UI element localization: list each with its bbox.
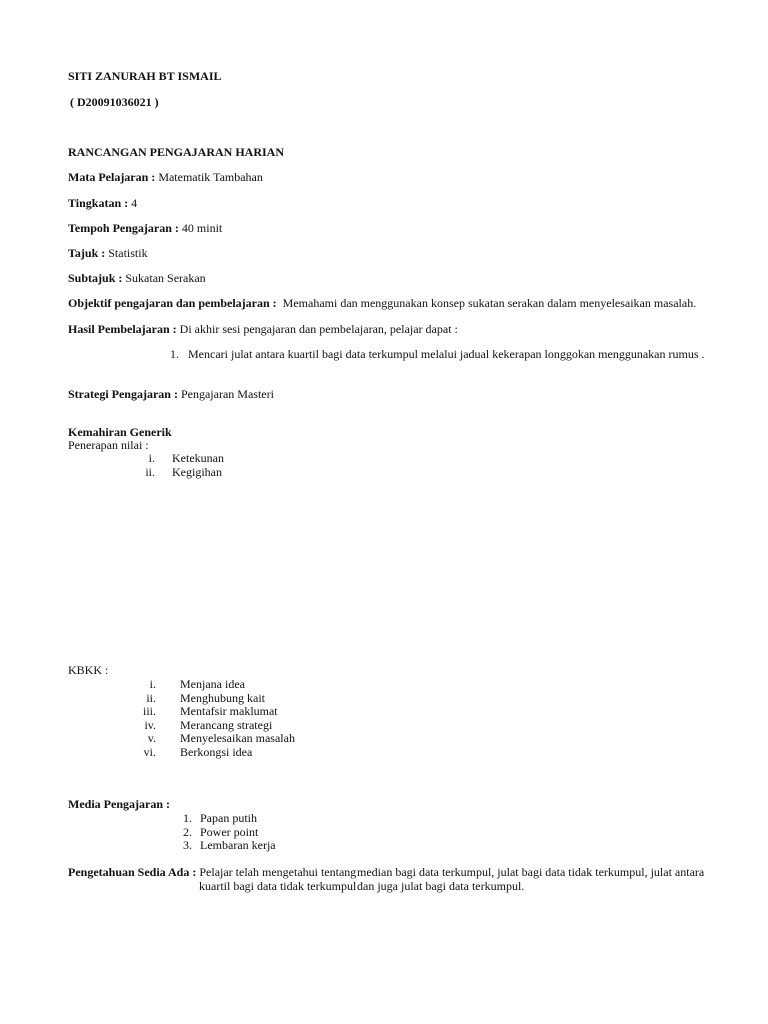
field-label: Hasil Pembelajaran : [68, 322, 177, 336]
kbkk-item: Menyelesaikan masalah [180, 731, 295, 745]
kbkk-item: Menghubung kait [180, 690, 265, 705]
kbkk-item: Berkongsi idea [180, 744, 253, 759]
media-number: 3. [183, 838, 192, 852]
document-title: RANCANGAN PENGAJARAN HARIAN [68, 145, 284, 159]
outcome-text: Mencari julat antara kuartil bagi data terkumpul melalui jadual kekerapan longgokan menggunakan rumus . [188, 347, 705, 361]
kbkk-number: iii. [142, 704, 156, 718]
prior-knowledge-text: dan juga julat bagi data terkumpul. [357, 879, 525, 893]
generic-skills-heading: Kemahiran Generik [68, 425, 172, 439]
generic-skills-sublabel: Penerapan nilai : [68, 438, 149, 452]
media-item: Papan putih [200, 811, 257, 825]
field-duration [68, 221, 222, 235]
field-label: Pengetahuan Sedia Ada : [68, 865, 197, 879]
field-form [68, 196, 137, 210]
field-topic [68, 246, 148, 260]
kbkk-number: i. [149, 677, 156, 691]
field-value: Statistik [108, 246, 148, 260]
field-subject [68, 170, 263, 184]
media-number: 2. [183, 825, 192, 839]
author-name: SITI ZANURAH BT ISMAIL [68, 69, 222, 83]
field-value: Di akhir sesi pengajaran dan pembelajaran, pelajar dapat : [179, 322, 458, 336]
generic-skill-number: i. [148, 451, 155, 465]
kbkk-item: Merancang strategi [180, 717, 273, 732]
kbkk-item: Mentafsir maklumat [180, 704, 278, 718]
field-strategy [68, 387, 274, 401]
field-outcome [68, 322, 458, 336]
author-id: ( D20091036021 ) [70, 95, 159, 109]
field-label: Subtajuk : [68, 271, 123, 285]
field-objective [68, 296, 696, 310]
field-subtopic [68, 271, 206, 285]
field-value: Sukatan Serakan [125, 271, 206, 285]
generic-skill-item: Kegigihan [172, 465, 222, 479]
field-value: Memahami dan menggunakan konsep sukatan serakan dalam menyelesaikan masalah. [282, 296, 697, 310]
generic-skill-item: Ketekunan [172, 451, 224, 465]
field-value: 40 minit [181, 221, 223, 235]
field-value: Pelajar telah mengetahui tentang [199, 865, 357, 879]
field-label: Strategi Pengajaran : [68, 387, 178, 401]
kbkk-number: v. [147, 731, 156, 745]
kbkk-item: Menjana idea [180, 677, 245, 691]
kbkk-label: KBKK : [68, 663, 109, 677]
field-label: Objektif pengajaran dan pembelajaran : [68, 296, 277, 310]
media-number: 1. [183, 811, 192, 825]
field-label: Tingkatan : [68, 196, 129, 210]
field-value: 4 [131, 196, 138, 210]
prior-knowledge-text: kuartil bagi data tidak terkumpul [199, 879, 357, 893]
field-label: Tajuk : [68, 246, 106, 260]
media-label: Media Pengajaran : [68, 797, 170, 811]
kbkk-number: vi. [143, 744, 156, 759]
field-value: Matematik Tambahan [158, 170, 263, 184]
field-label: Tempoh Pengajaran : [68, 221, 179, 235]
kbkk-number: ii. [146, 690, 156, 705]
generic-skill-number: ii. [145, 465, 155, 479]
kbkk-number: iv. [144, 717, 156, 732]
prior-knowledge [68, 865, 356, 879]
field-value: Pengajaran Masteri [180, 387, 274, 401]
media-item: Lembaran kerja [200, 838, 276, 852]
field-label: Mata Pelajaran : [68, 170, 156, 184]
prior-knowledge-text: median bagi data terkumpul, julat bagi data tidak terkumpul, julat antara [357, 865, 705, 879]
media-item: Power point [200, 825, 259, 839]
outcome-number: 1. [170, 347, 179, 361]
